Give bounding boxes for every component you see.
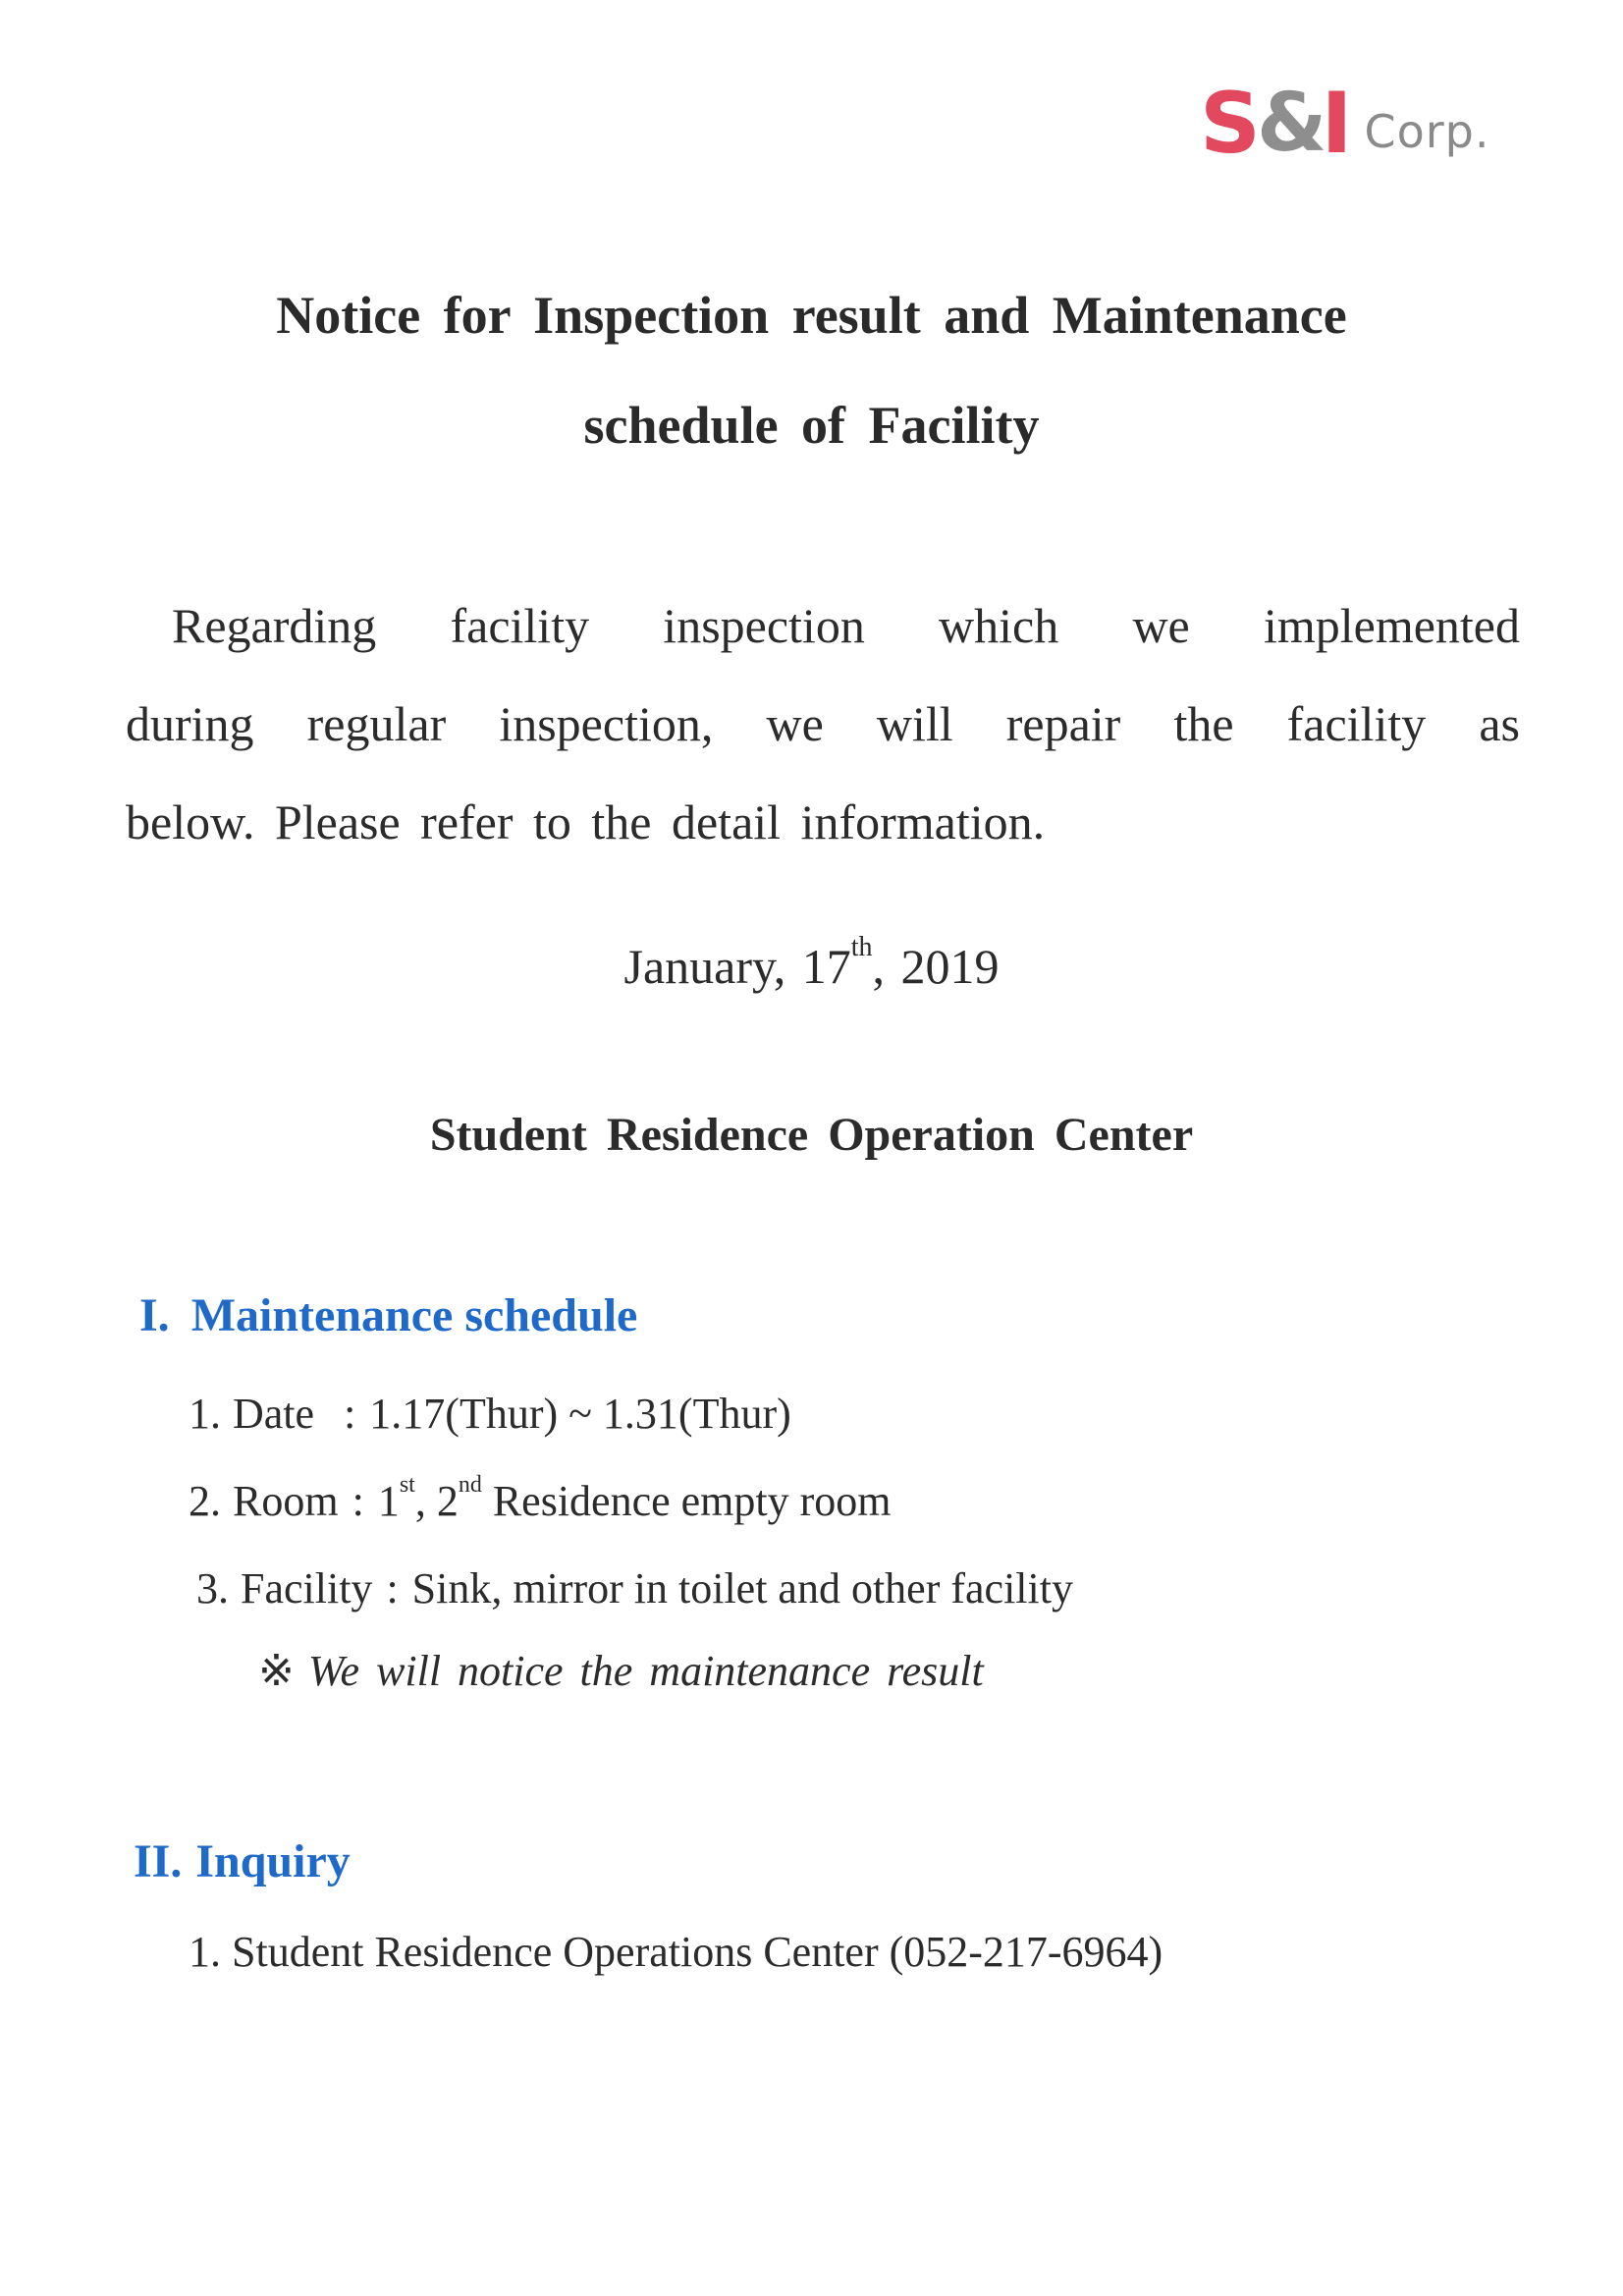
item-number: 3. xyxy=(196,1564,229,1613)
logo-corp-text: Corp. xyxy=(1364,105,1490,158)
logo-ampersand: & xyxy=(1256,77,1322,170)
ordinal-suffix: nd xyxy=(458,1472,482,1498)
schedule-item-date xyxy=(189,1389,791,1439)
item-label: Facility xyxy=(241,1564,373,1613)
note-text: We will notice the maintenance result xyxy=(307,1647,984,1695)
item-number: 1. xyxy=(189,1928,221,1976)
contact-text: Student Residence Operations Center (052-217-6964) xyxy=(232,1928,1163,1976)
item-number: 1. xyxy=(189,1390,221,1438)
item-value: 1.17(Thur) ~ 1.31(Thur) xyxy=(369,1390,791,1438)
section-number: I. xyxy=(139,1289,170,1341)
notice-date xyxy=(0,932,1623,995)
item-value-part: 1 xyxy=(377,1477,400,1525)
item-separator: : xyxy=(386,1564,399,1613)
document-title-line-1: Notice for Inspection result and Maintenance xyxy=(276,286,1347,345)
company-logo xyxy=(1200,75,1490,173)
document-title-line-2: schedule of Facility xyxy=(583,396,1040,455)
section-heading-maintenance xyxy=(139,1288,637,1342)
inquiry-item-contact xyxy=(189,1927,1163,1977)
date-year: , 2019 xyxy=(872,939,1000,994)
intro-line-2: during regular inspection, we will repair the facility as xyxy=(126,696,1520,751)
section-title: Inquiry xyxy=(195,1835,351,1887)
date-day-suffix: th xyxy=(850,932,873,962)
logo-letter-i: I xyxy=(1321,75,1353,173)
section-title: Maintenance schedule xyxy=(190,1289,638,1341)
item-label: Room xyxy=(233,1477,339,1525)
intro-line-1: Regarding facility inspection which we implemented xyxy=(172,598,1520,653)
item-value-part: Residence empty room xyxy=(481,1477,892,1525)
intro-line-3: below. Please refer to the detail information. xyxy=(126,794,1046,849)
item-number: 2. xyxy=(189,1477,221,1525)
item-separator: : xyxy=(344,1390,356,1438)
date-month: January, xyxy=(623,939,786,994)
issuer-name: Student Residence Operation Center xyxy=(429,1109,1194,1161)
item-value: Sink, mirror in toilet and other facility xyxy=(411,1564,1073,1613)
logo-letter-s: S xyxy=(1200,75,1257,173)
section-heading-inquiry xyxy=(134,1834,351,1888)
item-label: Date xyxy=(233,1390,315,1438)
date-day: 17 xyxy=(801,939,851,994)
reference-mark-icon: ※ xyxy=(258,1647,295,1695)
maintenance-note xyxy=(258,1646,984,1696)
item-value-part: , 2 xyxy=(414,1477,459,1525)
item-separator: : xyxy=(352,1477,364,1525)
schedule-item-room xyxy=(189,1472,892,1526)
ordinal-suffix: st xyxy=(399,1472,415,1498)
schedule-item-facility xyxy=(196,1563,1073,1613)
section-number: II. xyxy=(134,1835,183,1887)
